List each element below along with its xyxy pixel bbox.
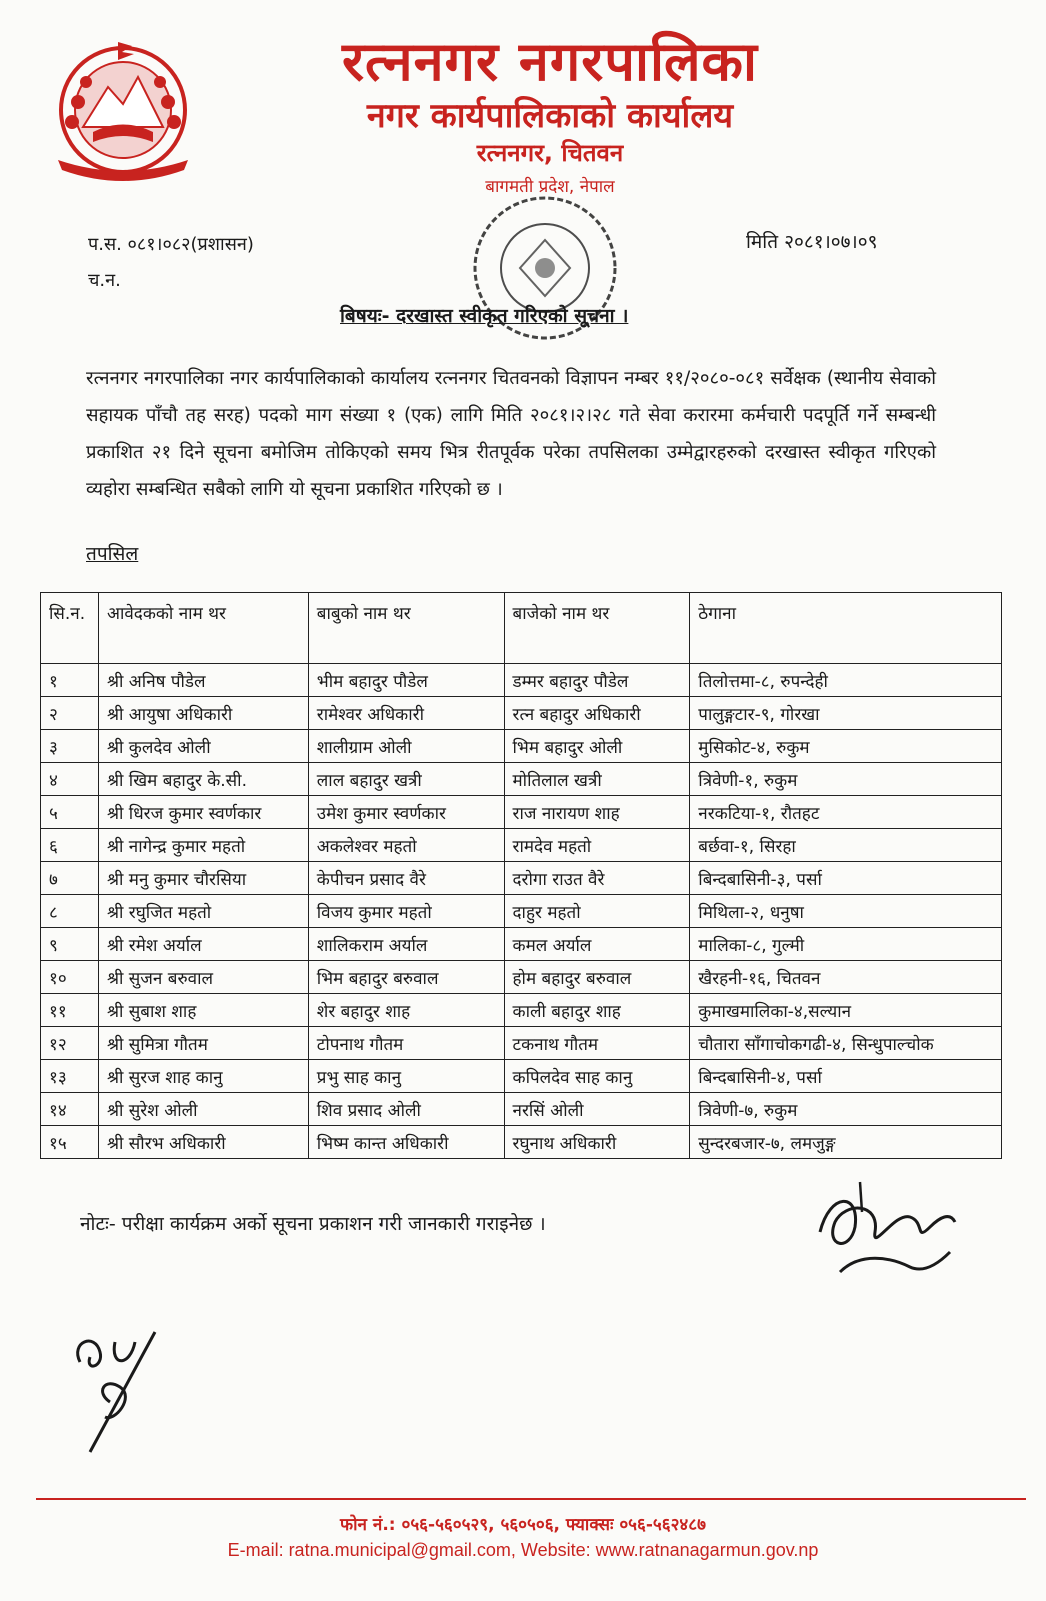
cell-applicant-name: श्री मनु कुमार चौरसिया [98, 862, 308, 895]
handwritten-initials-icon [60, 1322, 180, 1462]
cell-grandfather-name: राज नारायण शाह [504, 796, 690, 829]
nepal-government-emblem-icon [38, 32, 208, 182]
officer-signature-icon [800, 1172, 970, 1302]
cell-grandfather-name: दाहुर महतो [504, 895, 690, 928]
cell-grandfather-name: होम बहादुर बरुवाल [504, 961, 690, 994]
cell-serial: ८ [41, 895, 99, 928]
cell-serial: ४ [41, 763, 99, 796]
table-header-row [41, 593, 1002, 664]
cell-serial: ७ [41, 862, 99, 895]
cell-grandfather-name: रामदेव महतो [504, 829, 690, 862]
cell-father-name: प्रभु साह कानु [308, 1060, 504, 1093]
letter-subject: बिषयः- दरखास्त स्वीकृत गरिएको सूचना । [340, 305, 629, 327]
cell-grandfather-name: मोतिलाल खत्री [504, 763, 690, 796]
municipality-name: रत्ननगर नगरपालिका [341, 30, 759, 93]
cell-address: कुमाखमालिका-४,सल्यान [690, 994, 1002, 1027]
cell-address: पालुङ्गटार-९, गोरखा [690, 697, 1002, 730]
cell-applicant-name: श्री अनिष पौडेल [98, 664, 308, 697]
table-row [41, 928, 1002, 961]
cell-grandfather-name: टकनाथ गौतम [504, 1027, 690, 1060]
table-row [41, 730, 1002, 763]
table-row [41, 862, 1002, 895]
cell-father-name: केपीचन प्रसाद वैरे [308, 862, 504, 895]
cell-applicant-name: श्री सुरेश ओली [98, 1093, 308, 1126]
footer-email-website: E-mail: ratna.municipal@gmail.com, Website: www.ratnanagarmun.gov.np [227, 1540, 819, 1560]
cell-address: बिन्दबासिनी-४, पर्सा [690, 1060, 1002, 1093]
cell-father-name: भिम बहादुर बरुवाल [308, 961, 504, 994]
cell-applicant-name: श्री रमेश अर्याल [98, 928, 308, 961]
table-row [41, 1126, 1002, 1159]
cell-serial: ९ [41, 928, 99, 961]
cell-serial: १५ [41, 1126, 99, 1159]
exam-note: नोटः- परीक्षा कार्यक्रम अर्को सूचना प्रकाशन गरी जानकारी गराइनेछ । [80, 1213, 546, 1235]
column-header-serial: सि.न. [41, 593, 99, 664]
cell-address: सुन्दरबजार-७, लमजुङ्ग [690, 1126, 1002, 1159]
table-row [41, 829, 1002, 862]
table-body [41, 664, 1002, 1159]
cell-address: बिन्दबासिनी-३, पर्सा [690, 862, 1002, 895]
footer-divider [36, 1498, 1026, 1500]
cell-father-name: शालीग्राम ओली [308, 730, 504, 763]
cell-applicant-name: श्री नागेन्द्र कुमार महतो [98, 829, 308, 862]
cell-serial: २ [41, 697, 99, 730]
cell-father-name: शिव प्रसाद ओली [308, 1093, 504, 1126]
cell-father-name: शालिकराम अर्याल [308, 928, 504, 961]
cell-grandfather-name: रघुनाथ अधिकारी [504, 1126, 690, 1159]
cell-address: खैरहनी-१६, चितवन [690, 961, 1002, 994]
cell-father-name: टोपनाथ गौतम [308, 1027, 504, 1060]
cell-applicant-name: श्री धिरज कुमार स्वर्णकार [98, 796, 308, 829]
applicant-table [40, 592, 1002, 1159]
office-seal-stamp-icon [450, 180, 640, 360]
cell-grandfather-name: रत्न बहादुर अधिकारी [504, 697, 690, 730]
cell-serial: ५ [41, 796, 99, 829]
column-header-grandfather: बाजेको नाम थर [504, 593, 690, 664]
cell-serial: १० [41, 961, 99, 994]
cell-applicant-name: श्री रघुजित महतो [98, 895, 308, 928]
cell-grandfather-name: दरोगा राउत वैरे [504, 862, 690, 895]
province-line: बागमती प्रदेश, नेपाल [485, 177, 615, 197]
office-name: नगर कार्यपालिकाको कार्यालय [366, 96, 734, 136]
cell-applicant-name: श्री सौरभ अधिकारी [98, 1126, 308, 1159]
dispatch-number: च.न. [88, 270, 121, 291]
cell-address: मालिका-८, गुल्मी [690, 928, 1002, 961]
column-header-father: बाबुको नाम थर [308, 593, 504, 664]
footer-phone-fax: फोन नं.: ०५६-५६०५२९, ५६०५०६, फ्याक्सः ०५६-५६२४८७ [340, 1515, 706, 1535]
notice-body: रत्ननगर नगरपालिका नगर कार्यपालिकाको कार्यालय रत्ननगर चितवनको विज्ञापन नम्बर ११/२०८०-०८१ सर्वेक्षक (स्थानीय सेवाको सहायक पाँचौ तह सरह) पदको माग संख्या १ (एक) लागि मिति २०८१।२।२८ गते सेवा करारमा कर्मचारी पदपूर्ति गर्ने सम्बन्धी प्रकाशित २१ दिने सूचना बमोजिम तोकिएको समय भित्र रीतपूर्वक परेका तपसिलका उम्मेद्वारहरुको दरखास्त स्वीकृत गरिएको व्यहोरा सम्बन्धित सबैको लागि यो सूचना प्रकाशित गरिएको छ । [86, 368, 936, 500]
column-header-address: ठेगाना [690, 593, 1002, 664]
cell-father-name: भीम बहादुर पौडेल [308, 664, 504, 697]
cell-address: त्रिवेणी-७, रुकुम [690, 1093, 1002, 1126]
cell-address: मुसिकोट-४, रुकुम [690, 730, 1002, 763]
cell-father-name: लाल बहादुर खत्री [308, 763, 504, 796]
cell-father-name: अकलेश्वर महतो [308, 829, 504, 862]
table-row [41, 1027, 1002, 1060]
cell-grandfather-name: कपिलदेव साह कानु [504, 1060, 690, 1093]
cell-grandfather-name: काली बहादुर शाह [504, 994, 690, 1027]
cell-serial: ११ [41, 994, 99, 1027]
cell-father-name: रामेश्वर अधिकारी [308, 697, 504, 730]
cell-serial: ३ [41, 730, 99, 763]
letter-date: मिति २०८१।०७।०९ [746, 231, 878, 253]
cell-father-name: विजय कुमार महतो [308, 895, 504, 928]
cell-father-name: शेर बहादुर शाह [308, 994, 504, 1027]
table-row [41, 763, 1002, 796]
cell-address: बर्छवा-१, सिरहा [690, 829, 1002, 862]
cell-address: चौतारा साँगाचोकगढी-४, सिन्धुपाल्चोक [690, 1027, 1002, 1060]
cell-address: नरकटिया-१, रौतहट [690, 796, 1002, 829]
cell-applicant-name: श्री सुबाश शाह [98, 994, 308, 1027]
office-location: रत्ननगर, चितवन [476, 139, 624, 167]
table-row [41, 1060, 1002, 1093]
table-row [41, 895, 1002, 928]
cell-serial: १ [41, 664, 99, 697]
column-header-applicant: आवेदकको नाम थर [98, 593, 308, 664]
cell-grandfather-name: कमल अर्याल [504, 928, 690, 961]
cell-address: त्रिवेणी-१, रुकुम [690, 763, 1002, 796]
cell-applicant-name: श्री कुलदेव ओली [98, 730, 308, 763]
table-row [41, 796, 1002, 829]
reference-number: प.स. ०८१।०८२(प्रशासन) [88, 234, 254, 255]
table-row [41, 697, 1002, 730]
cell-serial: १२ [41, 1027, 99, 1060]
table-row [41, 664, 1002, 697]
cell-serial: ६ [41, 829, 99, 862]
cell-serial: १४ [41, 1093, 99, 1126]
table-row [41, 961, 1002, 994]
cell-applicant-name: श्री सुजन बरुवाल [98, 961, 308, 994]
cell-applicant-name: श्री सुमित्रा गौतम [98, 1027, 308, 1060]
cell-applicant-name: श्री आयुषा अधिकारी [98, 697, 308, 730]
cell-father-name: भिष्म कान्त अधिकारी [308, 1126, 504, 1159]
cell-address: तिलोत्तमा-८, रुपन्देही [690, 664, 1002, 697]
cell-father-name: उमेश कुमार स्वर्णकार [308, 796, 504, 829]
details-heading: तपसिल [86, 543, 139, 565]
cell-serial: १३ [41, 1060, 99, 1093]
table-row [41, 994, 1002, 1027]
cell-grandfather-name: नरसिं ओली [504, 1093, 690, 1126]
table-row [41, 1093, 1002, 1126]
cell-grandfather-name: भिम बहादुर ओली [504, 730, 690, 763]
cell-applicant-name: श्री खिम बहादुर के.सी. [98, 763, 308, 796]
cell-grandfather-name: डम्मर बहादुर पौडेल [504, 664, 690, 697]
cell-applicant-name: श्री सुरज शाह कानु [98, 1060, 308, 1093]
cell-address: मिथिला-२, धनुषा [690, 895, 1002, 928]
